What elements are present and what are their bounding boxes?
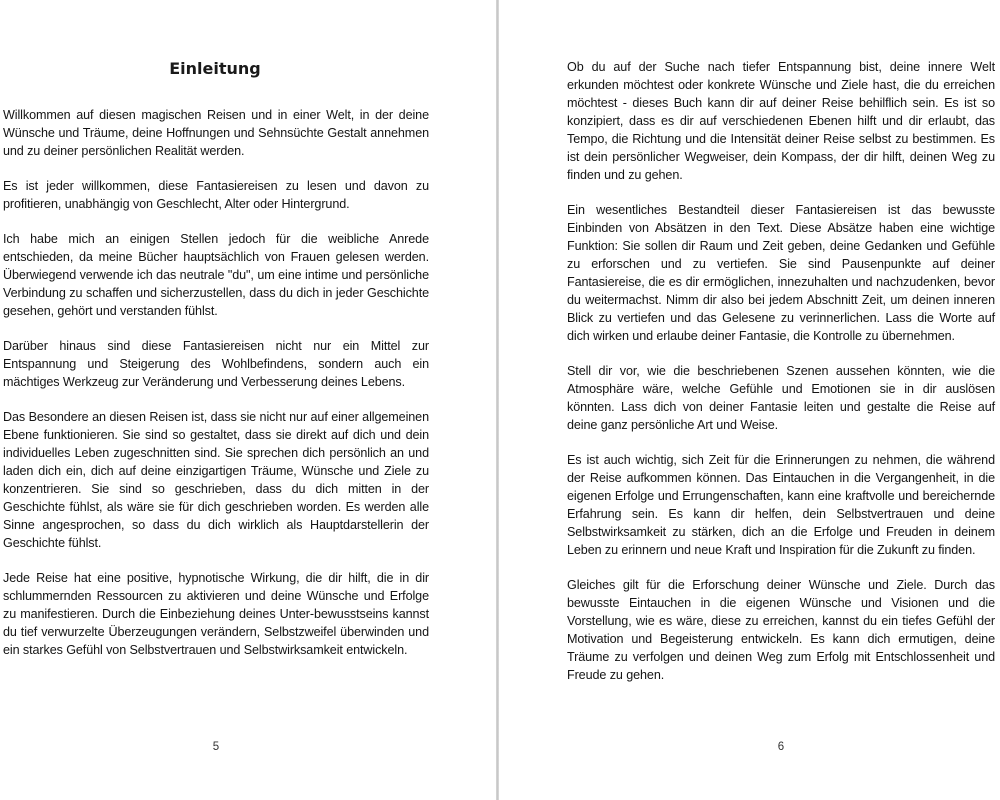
right-text-column (567, 58, 995, 701)
paragraph: Darüber hinaus sind diese Fantasiereisen nicht nur ein Mittel zur Entspannung und Steigerung des Wohlbefindens, sondern auch ein mächtiges Werkzeug zur Veränderung und Verbesserung deines Lebens. (3, 339, 429, 389)
paragraph: Ein wesentliches Bestandteil dieser Fantasiereisen ist das bewusste Einbinden von Absätzen in den Text. Diese Absätze haben eine wichtige Funktion: Sie sollen dir Raum und Zeit geben, deine Gedanken und Gefühle zu erforschen und zu vertiefen. Sie sind Pausenpunkte auf deiner Fantasiereise, die es dir ermöglichen, innezuhalten und nachzudenken, bevor du weitermachst. Nimm dir also bei jedem Abschnitt Zeit, um deinen inneren Blick zu vertiefen und das Gelesene zu verinnerlichen. Lass die Worte auf dich wirken und erlaube deiner Fantasie, die Kontrolle zu übernehmen. (567, 203, 995, 343)
paragraph: Gleiches gilt für die Erforschung deiner Wünsche und Ziele. Durch das bewusste Eintauchen in die eigenen Wünsche und Visionen und die Vorstellung, wie es wäre, diese zu erreichen, kannst du ein tiefes Gefühl der Motivation und Begeisterung entwickeln. Es kann dich ermutigen, deine Träume zu verfolgen und deinen Weg zum Erfolg mit Entschlossenheit und Freude zu gehen. (567, 578, 995, 682)
page-number: 6 (777, 741, 785, 753)
paragraph: Es ist jeder willkommen, diese Fantasiereisen zu lesen und davon zu profitieren, unabhängig von Geschlecht, Alter oder Hintergrund. (3, 179, 429, 211)
paragraph: Willkommen auf diesen magischen Reisen und in einer Welt, in der deine Wünsche und Träume, deine Hoffnungen und Sehnsüchte Gestalt annehmen und zu deiner persönlichen Realität werden. (3, 108, 429, 158)
paragraph: Es ist auch wichtig, sich Zeit für die Erinnerungen zu nehmen, die während der Reise aufkommen können. Das Eintauchen in die Vergangenheit, in die eigenen Erfolge und Errungenschaften, kann eine kraftvolle und bereichernde Erfahrung sein. Es kann dir helfen, dein Selbstvertrauen und deine Selbstwirksamkeit zu stärken, dich an die Erfolge und Freuden in deinem Leben zu erinnern und neue Kraft und Inspiration für die Zukunft zu finden. (567, 453, 995, 557)
page-gutter-divider (496, 0, 499, 800)
paragraph: Ob du auf der Suche nach tiefer Entspannung bist, deine innere Welt erkunden möchtest oder konkrete Wünsche und Ziele hast, die du erreichen möchtest - dieses Buch kann dir auf deiner Reise behilflich sein. Es ist so konzipiert, dass es dir auf verschiedenen Ebenen hilft und dir erlaubt, das Tempo, die Richtung und die Intensität deiner Reise selbst zu bestimmen. Es ist dein persönlicher Wegweiser, dein Kompass, der dir hilft, deinen Weg zu finden und zu gehen. (567, 60, 995, 182)
left-text-column (3, 106, 429, 676)
chapter-heading: Einleitung (169, 59, 261, 78)
left-page (0, 0, 496, 800)
paragraph: Jede Reise hat eine positive, hypnotische Wirkung, die dir hilft, die in dir schlummernden Ressourcen zu aktivieren und deine Wünsche und Erfolge zu manifestieren. Durch die Einbeziehung deines Unter-bewusstseins kannst du tief verwurzelte Überzeugungen verändern, Selbstzweifel überwinden und ein starkes Gefühl von Selbstvertrauen und Selbstwirksamkeit entwickeln. (3, 571, 429, 657)
page-number: 5 (212, 741, 220, 753)
paragraph: Ich habe mich an einigen Stellen jedoch für die weibliche Anrede entschieden, da meine Bücher hauptsächlich von Frauen gelesen werden. Überwiegend verwende ich das neutrale "du", um eine intime und persönliche Verbindung zu schaffen und sicherzustellen, dass du dich in jeder Geschichte gesehen, gehört und verstanden fühlst. (3, 232, 429, 318)
paragraph: Stell dir vor, wie die beschriebenen Szenen aussehen könnten, wie die Atmosphäre wäre, welche Gefühle und Emotionen sie in dir auslösen könnten. Lass dich von deiner Fantasie leiten und gestalte die Reise auf deine ganz persönliche Art und Weise. (567, 364, 995, 432)
right-page (500, 0, 1000, 800)
paragraph: Das Besondere an diesen Reisen ist, dass sie nicht nur auf einer allgemeinen Ebene funktionieren. Sie sind so gestaltet, dass sie direkt auf dich und dein individuelles Leben zugeschnitten sind. Sie sprechen dich persönlich an und laden dich ein, dich auf deine einzigartigen Träume, Wünsche und Ziele zu konzentrieren. Sie sind so geschrieben, dass du dich mitten in der Geschichte fühlst, als wäre sie für dich geschrieben worden. Es werden alle Sinne angesprochen, so dass du dich wirklich als Hauptdarstellerin der Geschichte fühlst. (3, 410, 429, 550)
